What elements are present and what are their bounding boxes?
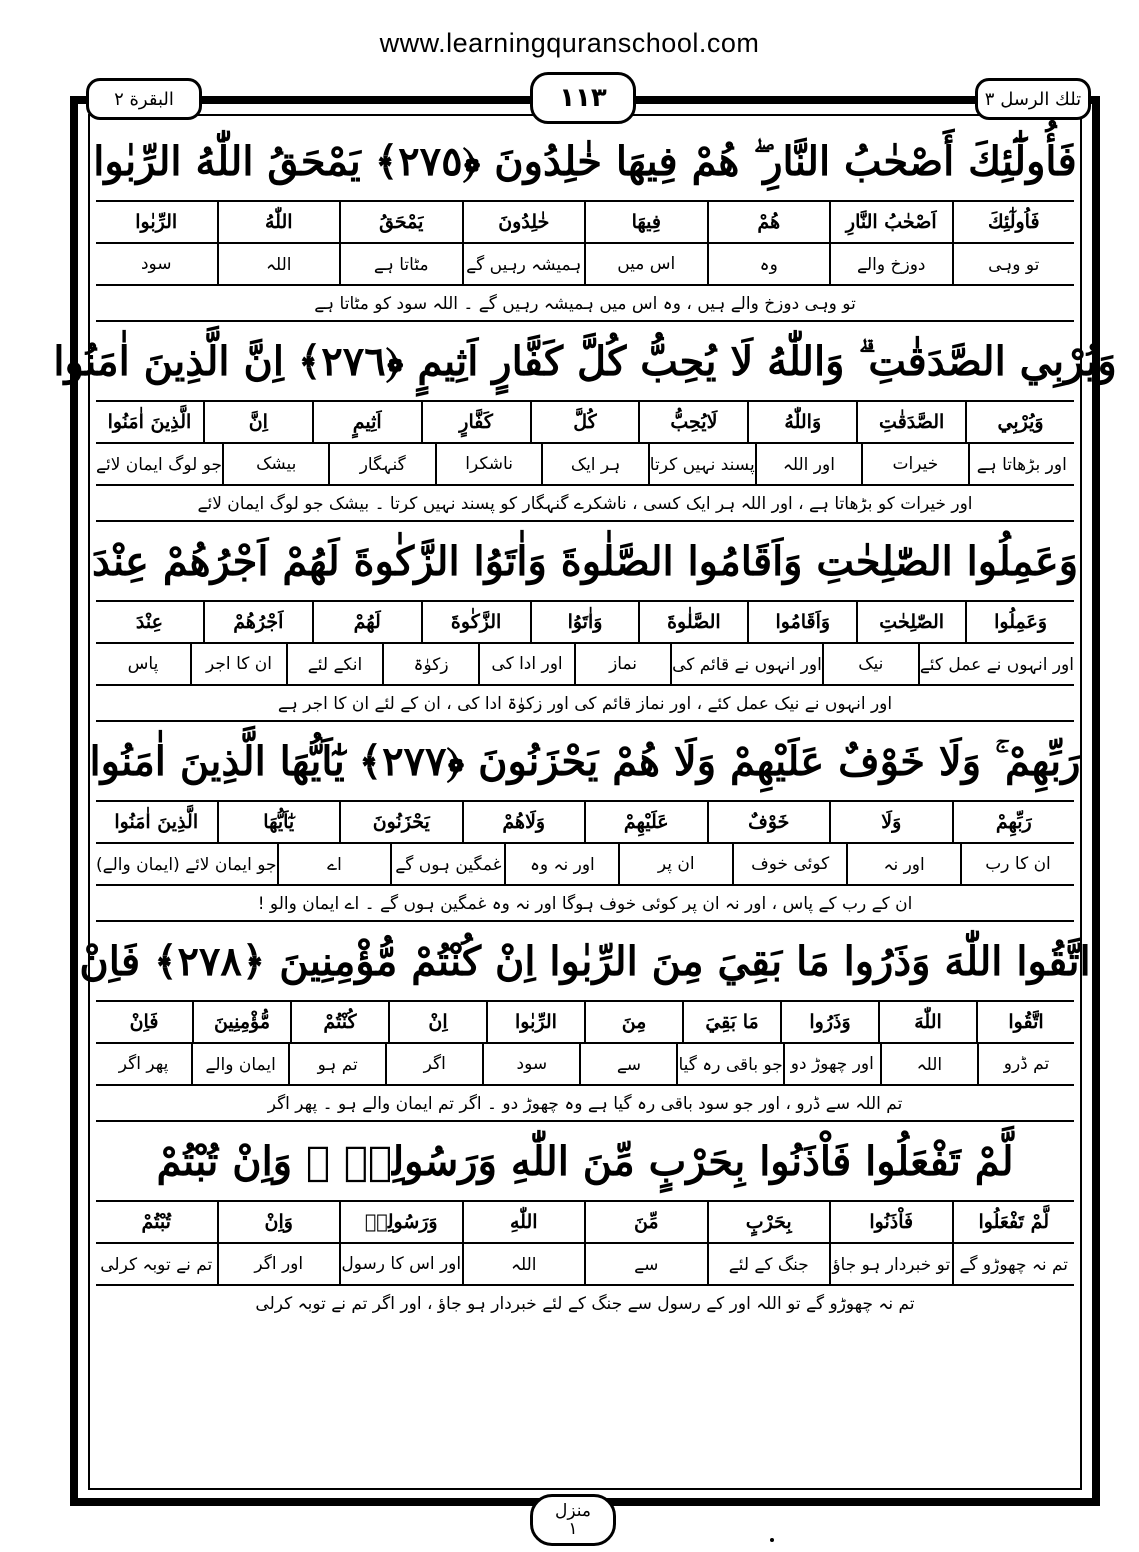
arabic-word-cell: يَمْحَقُ: [339, 202, 462, 242]
arabic-word-cell: وَيُرْبِي: [965, 402, 1074, 442]
urdu-meaning-cell: اور چھوڑ دو: [783, 1044, 880, 1084]
meaning-row: [96, 644, 1074, 686]
urdu-meaning-cell: نیک: [822, 644, 918, 684]
urdu-meaning-cell: اس میں: [584, 244, 707, 284]
arabic-word-cell: كُنْتُمْ: [290, 1002, 388, 1042]
urdu-translation: اور خیرات کو بڑھاتا ہے ، اور اللہ ہر ایک کسی ، ناشکرے گنہگار کو پسند نہیں کرتا ۔ بیشک جو لوگ ایمان لائے: [96, 486, 1074, 522]
arabic-word-cell: الصَّلٰوةَ: [638, 602, 747, 642]
ayah-section: [79, 922, 1091, 1122]
arabic-word-cell: وَعَمِلُوا: [965, 602, 1074, 642]
ayah-text: لَّمْ تَفْعَلُوا فَاْذَنُوا بِحَرْبٍ مِّنَ اللّٰهِ وَرَسُولِهٖ ۚ وَاِنْ تُبْتُمْ: [96, 1122, 1074, 1202]
arabic-word-cell: اتَّقُوا: [976, 1002, 1074, 1042]
urdu-meaning-cell: ان کا اجر: [190, 644, 286, 684]
ayah-section: [89, 722, 1081, 922]
urdu-meaning-cell: اللہ: [462, 1244, 585, 1284]
ayah-text: وَيُرْبِي الصَّدَقٰتِ ۗ وَاللّٰهُ لَا يُحِبُّ كُلَّ كَفَّارٍ اَثِيمٍ ﴿٢٧٦﴾ اِنَّ الَّذِينَ اٰمَنُوا: [96, 322, 1074, 402]
arabic-word-cell: اَجْرُهُمْ: [203, 602, 312, 642]
urdu-translation: اور انہوں نے نیک عمل کئے ، اور نماز قائم کی اور زکوٰۃ ادا کی ، ان کے لئے ان کا اجر ہے: [96, 686, 1074, 722]
page-content: [53, 122, 1117, 1482]
urdu-meaning-cell: کوئی خوف: [732, 844, 846, 884]
arabic-word-cell: وَاٰتَوُا: [530, 602, 639, 642]
urdu-meaning-cell: جو باقی رہ گیا: [676, 1044, 782, 1084]
manzil-number: ١: [568, 1519, 578, 1539]
arabic-word-cell: مُّؤْمِنِينَ: [192, 1002, 290, 1042]
manzil-badge: [530, 1494, 616, 1546]
word-row: [96, 202, 1074, 244]
arabic-word-cell: وَاللّٰهُ: [747, 402, 856, 442]
arabic-word-cell: عِنْدَ: [135, 611, 163, 633]
urdu-translation: تو وہی دوزخ والے ہیں ، وہ اس میں ہمیشہ رہیں گے ۔ اللہ سود کو مٹاتا ہے: [96, 286, 1074, 322]
arabic-word-cell: لَايُحِبُّ: [638, 402, 747, 442]
urdu-meaning-cell: اور بڑھاتا ہے: [968, 444, 1074, 484]
arabic-word-cell: الرِّبٰوا: [135, 211, 178, 233]
urdu-meaning-cell: اور نہ وہ: [504, 844, 618, 884]
arabic-word-cell: اَثِيمٍ: [312, 402, 421, 442]
arabic-word-cell: يٰٓاَيُّهَا: [217, 802, 340, 842]
urdu-meaning-cell: بیشک: [222, 444, 328, 484]
arabic-word-cell: فَاْذَنُوا: [829, 1202, 952, 1242]
urdu-meaning-cell: سے: [579, 1044, 676, 1084]
urdu-meaning-cell: وہ: [707, 244, 830, 284]
urdu-meaning-cell: سے: [584, 1244, 707, 1284]
arabic-word-cell: تُبْتُمْ: [141, 1211, 171, 1233]
urdu-meaning-cell: تم نہ چھوڑو گے: [952, 1244, 1075, 1284]
ayah-section: [93, 122, 1077, 322]
meaning-row: [96, 844, 1074, 886]
urdu-meaning-cell: جنگ کے لئے: [707, 1244, 830, 1284]
arabic-word-cell: اللّٰهَ: [878, 1002, 976, 1042]
arabic-word-cell: وَاِنْ: [217, 1202, 340, 1242]
arabic-word-cell: الصَّدَقٰتِ: [856, 402, 965, 442]
ayah-text: وَعَمِلُوا الصّٰلِحٰتِ وَاَقَامُوا الصَّلٰوةَ وَاٰتَوُا الزَّكٰوةَ لَهُمْ اَجْرُهُمْ عِنْدَ: [96, 522, 1074, 602]
urdu-meaning-cell: تم ہو: [288, 1044, 385, 1084]
urdu-meaning-cell: تو وہی: [952, 244, 1075, 284]
arabic-word-cell: هُمْ: [707, 202, 830, 242]
meaning-row: [96, 244, 1074, 286]
para-name-label: تلك الرسل ٣: [975, 78, 1091, 120]
urdu-meaning-cell: سود: [140, 254, 172, 274]
word-row: [96, 1002, 1074, 1044]
arabic-word-cell: اللّٰهِ: [462, 1202, 585, 1242]
arabic-word-cell: مِّنَ: [584, 1202, 707, 1242]
urdu-meaning-cell: اور انہوں نے عمل کئے: [918, 644, 1074, 684]
meaning-row: [96, 1044, 1074, 1086]
urdu-meaning-cell: تو خبردار ہو جاؤ: [829, 1244, 952, 1284]
urdu-meaning-cell: اللہ: [880, 1044, 977, 1084]
urdu-meaning-cell: گنہگار: [328, 444, 434, 484]
arabic-word-cell: وَرَسُولِهٖ: [339, 1202, 462, 1242]
ayah-text: فَأُولَٰٓئِكَ أَصْحٰبُ النَّارِ ۖ هُمْ فِيهَا خٰلِدُونَ ﴿٢٧٥﴾ يَمْحَقُ اللّٰهُ الرِّبٰوا: [96, 122, 1074, 202]
urdu-meaning-cell: جو ایمان لائے (ایمان والے): [96, 854, 277, 875]
arabic-word-cell: الَّذِينَ اٰمَنُوا: [107, 411, 192, 433]
meaning-row: [96, 1244, 1074, 1286]
arabic-word-cell: خَوْفٌ: [707, 802, 830, 842]
urdu-meaning-cell: سود: [482, 1044, 579, 1084]
arabic-word-cell: الَّذِينَ اٰمَنُوا: [114, 811, 199, 833]
arabic-word-cell: مِنَ: [584, 1002, 682, 1042]
word-row: [96, 402, 1074, 444]
urdu-meaning-cell: اگر: [385, 1044, 482, 1084]
ayah-section: [96, 1122, 1074, 1320]
ayah-section: [91, 522, 1079, 722]
urdu-meaning-cell: جو لوگ ایمان لائے: [96, 454, 223, 475]
urdu-meaning-cell: مٹاتا ہے: [339, 244, 462, 284]
surah-name-label: البقرة ٢: [86, 78, 202, 120]
urdu-meaning-cell: ان کا رب: [960, 844, 1074, 884]
page-number: ١١٣: [530, 72, 636, 124]
arabic-word-cell: فَاِنْ: [129, 1011, 159, 1033]
urdu-meaning-cell: ہمیشہ رہیں گے: [462, 244, 585, 284]
word-row: [96, 802, 1074, 844]
urdu-meaning-cell: اللہ: [217, 244, 340, 284]
urdu-meaning-cell: اور انہوں نے قائم کی: [670, 644, 822, 684]
ayah-text: رَبِّهِمْ ۚ وَلَا خَوْفٌ عَلَيْهِمْ وَلَا هُمْ يَحْزَنُونَ ﴿٢٧٧﴾ يٰٓاَيُّهَا الَّذِينَ اٰمَنُوا: [96, 722, 1074, 802]
arabic-word-cell: اِنَّ: [203, 402, 312, 442]
arabic-word-cell: فَاُولٰٓئِكَ: [952, 202, 1075, 242]
urdu-meaning-cell: نماز: [574, 644, 670, 684]
urdu-meaning-cell: اے: [277, 844, 391, 884]
meaning-row: [96, 444, 1074, 486]
arabic-word-cell: وَاَقَامُوا: [747, 602, 856, 642]
arabic-word-cell: رَبِّهِمْ: [952, 802, 1075, 842]
urdu-meaning-cell: تم ڈرو: [977, 1044, 1074, 1084]
word-row: [96, 1202, 1074, 1244]
ayah-section: [53, 322, 1117, 522]
urdu-meaning-cell: خیرات: [861, 444, 967, 484]
urdu-translation: تم اللہ سے ڈرو ، اور جو سود باقی رہ گیا ہے وہ چھوڑ دو ۔ اگر تم ایمان والے ہو ۔ پھر اگر: [96, 1086, 1074, 1122]
urdu-meaning-cell: پھر اگر: [118, 1054, 169, 1074]
urdu-meaning-cell: اور اس کا رسول: [339, 1244, 462, 1284]
urdu-translation: تم نہ چھوڑو گے تو اللہ اور کے رسول سے جنگ کے لئے خبردار ہو جاؤ ، اور اگر تم نے توبہ کرلی: [255, 1293, 915, 1314]
arabic-word-cell: وَذَرُوا: [780, 1002, 878, 1042]
urdu-meaning-cell: ناشکرا: [435, 444, 541, 484]
arabic-word-cell: عَلَيْهِمْ: [584, 802, 707, 842]
arabic-word-cell: كَفَّارٍ: [421, 402, 530, 442]
arabic-word-cell: وَلَاهُمْ: [462, 802, 585, 842]
decorative-dot: [770, 1538, 774, 1542]
urdu-meaning-cell: زکوٰۃ: [382, 644, 478, 684]
arabic-word-cell: اِنْ: [388, 1002, 486, 1042]
urdu-meaning-cell: پسند نہیں کرتا: [648, 444, 755, 484]
urdu-meaning-cell: اور اگر: [217, 1244, 340, 1284]
arabic-word-cell: كُلَّ: [530, 402, 639, 442]
urdu-meaning-cell: دوزخ والے: [829, 244, 952, 284]
urdu-meaning-cell: غمگین ہوں گے: [390, 844, 504, 884]
arabic-word-cell: الصّٰلِحٰتِ: [856, 602, 965, 642]
urdu-translation: ان کے رب کے پاس ، اور نہ ان پر کوئی خوف ہوگا اور نہ وہ غمگین ہوں گے ۔ اے ایمان والو !: [96, 886, 1074, 922]
site-url: www.learningquranschool.com: [379, 28, 760, 58]
urdu-meaning-cell: ہر ایک: [541, 444, 647, 484]
urdu-meaning-cell: اور نہ: [846, 844, 960, 884]
arabic-word-cell: الرِّبٰوا: [486, 1002, 584, 1042]
urdu-meaning-cell: اور ادا کی: [478, 644, 574, 684]
arabic-word-cell: بِحَرْبٍ: [707, 1202, 830, 1242]
manzil-label: منزل: [555, 1501, 591, 1521]
urdu-meaning-cell: اور اللہ: [755, 444, 861, 484]
urdu-meaning-cell: تم نے توبہ کرلی: [100, 1254, 213, 1275]
arabic-word-cell: مَا بَقِيَ: [682, 1002, 780, 1042]
arabic-word-cell: يَحْزَنُونَ: [339, 802, 462, 842]
arabic-word-cell: الزَّكٰوةَ: [421, 602, 530, 642]
arabic-word-cell: اَصْحٰبُ النَّارِ: [829, 202, 952, 242]
ayah-text: اتَّقُوا اللّٰهَ وَذَرُوا مَا بَقِيَ مِنَ الرِّبٰوا اِنْ كُنْتُمْ مُّؤْمِنِينَ ﴿٢٧٨﴾ فَاِنْ: [96, 922, 1074, 1002]
urdu-meaning-cell: انکے لئے: [286, 644, 382, 684]
arabic-word-cell: وَلَا: [829, 802, 952, 842]
word-row: [96, 602, 1074, 644]
urdu-meaning-cell: ایمان والے: [191, 1044, 288, 1084]
urdu-meaning-cell: پاس: [127, 654, 159, 674]
arabic-word-cell: لَّمْ تَفْعَلُوا: [952, 1202, 1075, 1242]
arabic-word-cell: اللّٰهُ: [217, 202, 340, 242]
arabic-word-cell: فِيهَا: [584, 202, 707, 242]
urdu-meaning-cell: ان پر: [618, 844, 732, 884]
arabic-word-cell: خٰلِدُونَ: [462, 202, 585, 242]
arabic-word-cell: لَهُمْ: [312, 602, 421, 642]
